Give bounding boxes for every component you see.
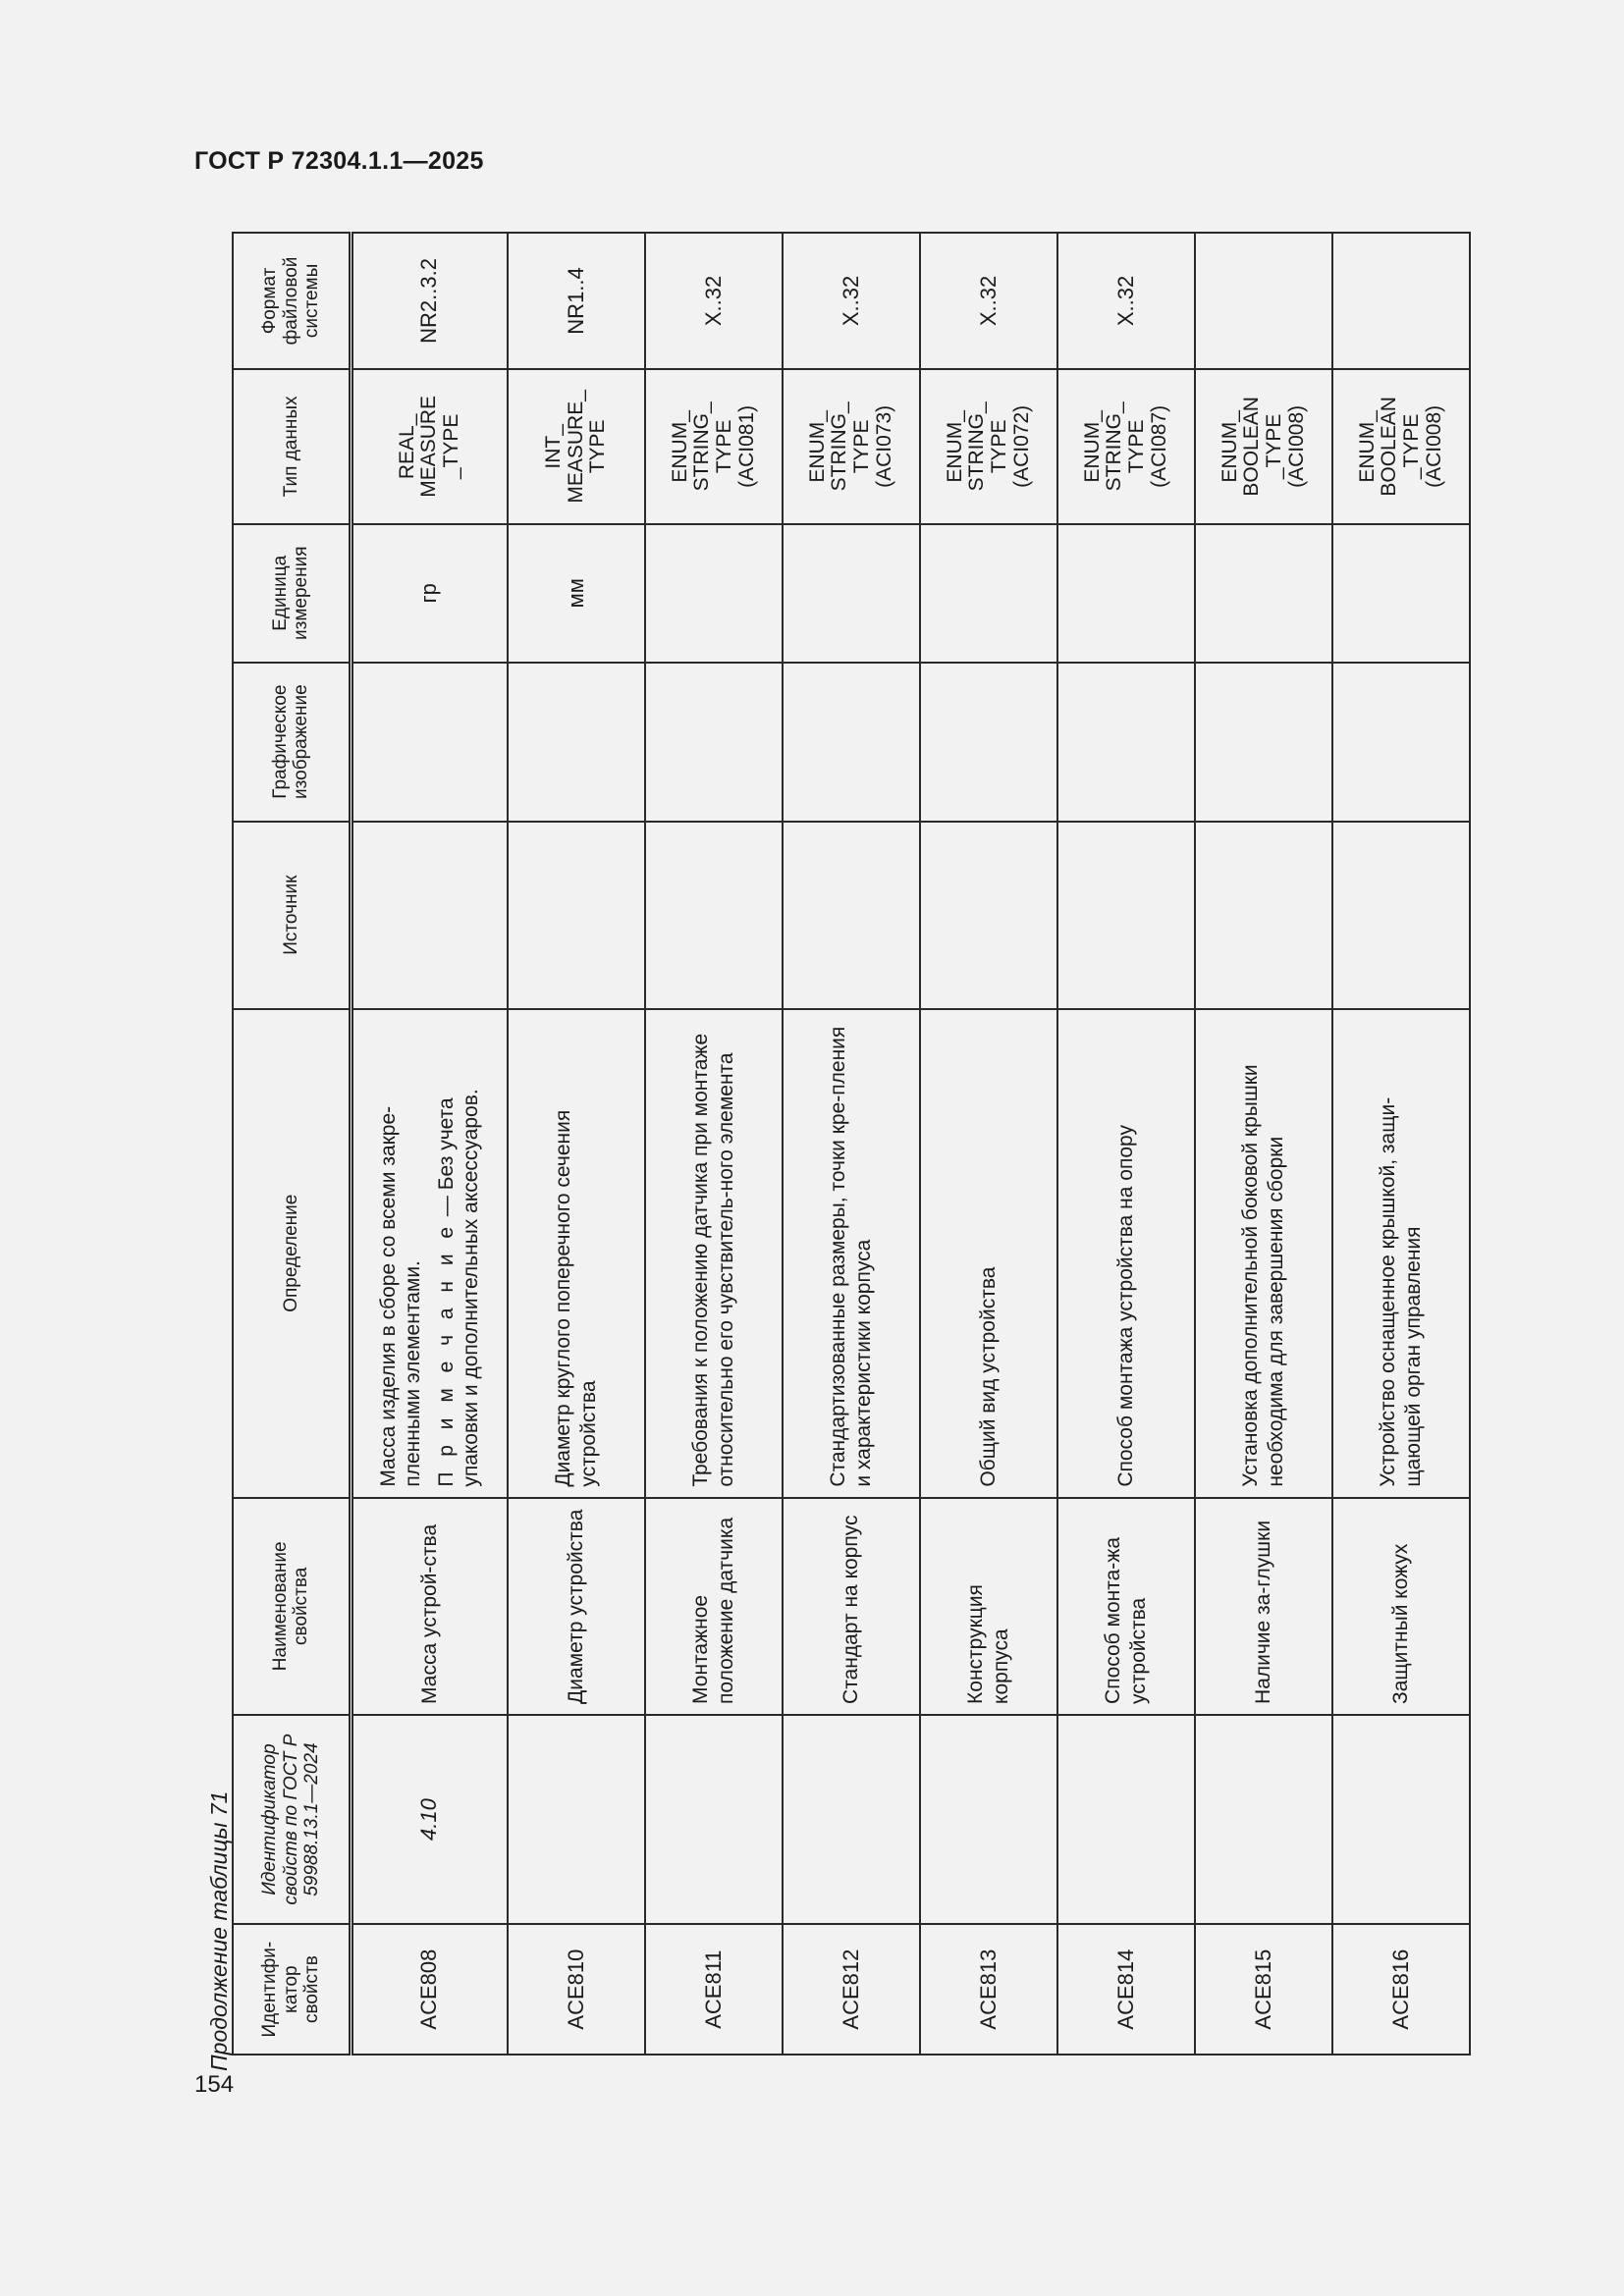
cell-image <box>783 663 920 822</box>
dtype-line: TYPE <box>1125 419 1148 474</box>
definition-note <box>434 1020 484 1487</box>
header-gost-id: Идентификатор свойств по ГОСТ Р 59988.13.1—2024 <box>233 1715 351 1924</box>
header-image: Графическое изображение <box>233 663 351 822</box>
note-text: — Без учета упаковки и дополнительных аксессуаров. <box>434 1089 483 1487</box>
dtype-line: (ACI073) <box>872 404 895 488</box>
cell-image <box>645 663 783 822</box>
header-unit: Единица измерения <box>233 524 351 663</box>
cell-gost-id <box>783 1715 920 1924</box>
cell-unit <box>920 524 1057 663</box>
cell-format: X..32 <box>1057 233 1195 369</box>
cell-image <box>1195 663 1332 822</box>
cell-name: Наличие за-глушки <box>1195 1498 1332 1715</box>
table-row <box>645 233 783 2055</box>
dtype-line: STRING_ <box>1103 401 1126 492</box>
dtype-line: (ACI081) <box>734 404 758 488</box>
cell-unit: гр <box>351 524 508 663</box>
dtype-line: BOOLEAN <box>1240 397 1264 497</box>
header-format: Формат файловой системы <box>233 233 351 369</box>
cell-definition: Установка дополнительной боковой крышки необходима для завершения сборки <box>1195 1009 1332 1498</box>
dtype-line: _TYPE <box>1400 413 1423 480</box>
dtype-line: TYPE <box>713 419 735 474</box>
cell-data-type <box>1332 369 1470 524</box>
dtype-line: MEASURE_ <box>564 390 587 504</box>
cell-format: X..32 <box>783 233 920 369</box>
cell-format: X..32 <box>645 233 783 369</box>
dtype-line: ENUM_ <box>1355 410 1379 483</box>
table-row <box>1057 233 1195 2055</box>
cell-source <box>1057 822 1195 1009</box>
cell-name: Диаметр устройства <box>508 1498 645 1715</box>
dtype-line: STRING_ <box>965 401 989 492</box>
cell-source <box>1332 822 1470 1009</box>
dtype-line: (ACI072) <box>1009 404 1033 488</box>
cell-definition <box>351 1009 508 1498</box>
cell-definition: Диаметр круглого поперечного сечения устройства <box>508 1009 645 1498</box>
cell-name: Защитный кожух <box>1332 1498 1470 1715</box>
cell-name: Стандарт на корпус <box>783 1498 920 1715</box>
table-row <box>351 233 508 2055</box>
cell-image <box>1057 663 1195 822</box>
dtype-line: TYPE <box>850 419 873 474</box>
cell-definition: Общий вид устройства <box>920 1009 1057 1498</box>
document-header: ГОСТ Р 72304.1.1—2025 <box>194 147 484 175</box>
table-row <box>1195 233 1332 2055</box>
cell-definition: Стандартизованные размеры, точки кре-пления и характеристики корпуса <box>783 1009 920 1498</box>
dtype-line: (ACI008) <box>1422 404 1445 488</box>
cell-unit <box>1332 524 1470 663</box>
cell-data-type <box>783 369 920 524</box>
cell-source <box>783 822 920 1009</box>
cell-unit <box>1195 524 1332 663</box>
cell-id: ACE810 <box>508 1924 645 2055</box>
cell-source <box>351 822 508 1009</box>
dtype-line: TYPE <box>586 419 610 474</box>
cell-image <box>351 663 508 822</box>
cell-gost-id <box>920 1715 1057 1924</box>
cell-unit <box>783 524 920 663</box>
cell-unit <box>645 524 783 663</box>
table-caption: Продолжение таблицы 71 <box>206 1790 232 2071</box>
table-row <box>1332 233 1470 2055</box>
cell-image <box>508 663 645 822</box>
cell-source <box>508 822 645 1009</box>
cell-data-type <box>1195 369 1332 524</box>
dtype-line: STRING_ <box>690 401 714 492</box>
dtype-line: _TYPE <box>440 413 463 480</box>
cell-source <box>920 822 1057 1009</box>
table-header <box>233 233 351 2055</box>
cell-definition: Способ монтажа устройства на опору <box>1057 1009 1195 1498</box>
dtype-line: ENUM_ <box>805 410 829 483</box>
page-number: 154 <box>194 2071 235 2098</box>
cell-id: ACE815 <box>1195 1924 1332 2055</box>
dtype-line: BOOLEAN <box>1378 397 1401 497</box>
cell-unit <box>1057 524 1195 663</box>
cell-data-type <box>351 369 508 524</box>
dtype-line: (ACI087) <box>1147 404 1170 488</box>
cell-unit: мм <box>508 524 645 663</box>
cell-image <box>920 663 1057 822</box>
cell-format: NR1..4 <box>508 233 645 369</box>
cell-data-type <box>508 369 645 524</box>
cell-data-type <box>1057 369 1195 524</box>
cell-format <box>1332 233 1470 369</box>
cell-name: Способ монта-жа устройства <box>1057 1498 1195 1715</box>
cell-definition: Требования к положению датчика при монтаже относительно его чувствитель-ного элемента <box>645 1009 783 1498</box>
cell-id: ACE808 <box>351 1924 508 2055</box>
dtype-line: ENUM_ <box>1080 410 1104 483</box>
cell-gost-id: 4.10 <box>351 1715 508 1924</box>
cell-name: Масса устрой-ства <box>351 1498 508 1715</box>
dtype-line: INT_ <box>541 424 565 469</box>
cell-definition: Устройство оснащенное крышкой, защи-щающей орган управления <box>1332 1009 1470 1498</box>
dtype-line: ENUM_ <box>1218 410 1241 483</box>
cell-source <box>645 822 783 1009</box>
dtype-line: (ACI008) <box>1284 404 1308 488</box>
header-id: Идентифи-катор свойств <box>233 1924 351 2055</box>
table-row <box>508 233 645 2055</box>
properties-table <box>232 232 1471 2056</box>
table-row <box>783 233 920 2055</box>
definition-text: Масса изделия в сборе со всеми закре-пленными элементами. <box>376 1105 425 1487</box>
table-body <box>351 233 1470 2055</box>
cell-id: ACE811 <box>645 1924 783 2055</box>
dtype-line: ENUM_ <box>668 410 691 483</box>
header-name: Наименование свойства <box>233 1498 351 1715</box>
cell-data-type <box>645 369 783 524</box>
cell-gost-id <box>645 1715 783 1924</box>
table-row <box>920 233 1057 2055</box>
header-data-type: Тип данных <box>233 369 351 524</box>
dtype-line: MEASURE <box>417 395 441 498</box>
cell-data-type <box>920 369 1057 524</box>
cell-name: Конструкция корпуса <box>920 1498 1057 1715</box>
cell-id: ACE813 <box>920 1924 1057 2055</box>
header-definition: Определение <box>233 1009 351 1498</box>
cell-source <box>1195 822 1332 1009</box>
cell-format: X..32 <box>920 233 1057 369</box>
cell-gost-id <box>508 1715 645 1924</box>
cell-id: ACE816 <box>1332 1924 1470 2055</box>
dtype-line: REAL_ <box>395 413 418 480</box>
cell-gost-id <box>1195 1715 1332 1924</box>
header-source: Источник <box>233 822 351 1009</box>
cell-gost-id <box>1057 1715 1195 1924</box>
cell-format <box>1195 233 1332 369</box>
dtype-line: STRING_ <box>828 401 851 492</box>
cell-gost-id <box>1332 1715 1470 1924</box>
rotated-table-wrapper <box>232 232 1469 2056</box>
dtype-line: TYPE <box>988 419 1010 474</box>
cell-id: ACE814 <box>1057 1924 1195 2055</box>
dtype-line: ENUM_ <box>943 410 966 483</box>
note-label: П р и м е ч а н и е <box>434 1221 458 1487</box>
cell-id: ACE812 <box>783 1924 920 2055</box>
dtype-line: _TYPE <box>1263 413 1285 480</box>
cell-image <box>1332 663 1470 822</box>
cell-format: NR2..3.2 <box>351 233 508 369</box>
cell-name: Монтажное положение датчика <box>645 1498 783 1715</box>
